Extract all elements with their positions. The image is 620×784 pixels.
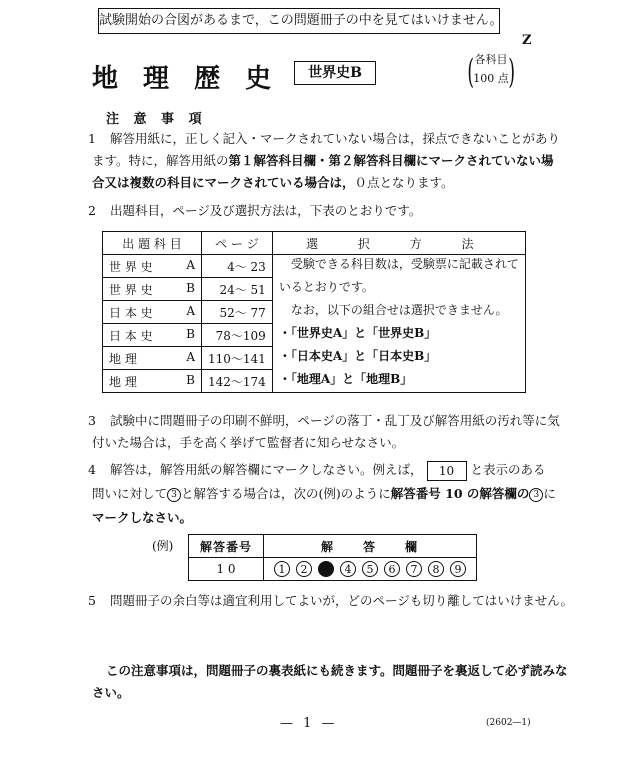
item-number: 2 [88, 203, 96, 218]
example-bubbles [264, 558, 477, 581]
example-number: 1 0 [189, 558, 264, 581]
item-line: 付いた場合は，手を高く挙げて監督者に知らせなさい。 [92, 435, 405, 450]
text-run: と解答する場合は，次の(例)のように [181, 486, 391, 501]
pages-cell: 78〜109 [202, 324, 273, 347]
item-line [88, 150, 560, 172]
item-number: 1 [88, 131, 96, 146]
answer-number-box: 10 [427, 461, 467, 481]
item-line: 問題冊子の余白等は適宜利用してよいが，どのページも切り離してはいけません。 [110, 593, 574, 608]
pages-cell: 24〜 51 [202, 278, 273, 301]
subject-label: 世界史B [294, 61, 376, 85]
exam-start-warning: 試験開始の合図があるまで，この問題冊子の中を見てはいけません。 [98, 8, 500, 34]
answer-bubble: 6 [384, 561, 400, 577]
points-note: ( 各科目 100 点 ) [467, 52, 515, 92]
subject-cell [103, 255, 202, 278]
header-subject: 出 題 科 目 [103, 232, 202, 255]
circled-number: 3 [529, 488, 543, 502]
bold-text-run: 合又は複数の科目にマークされている場合は， [92, 175, 355, 190]
table-row [103, 255, 526, 278]
page-title: 地 理 歴 史 [92, 64, 280, 94]
item-line: 出題科目，ページ及び選択方法は，下表のとおりです。 [110, 203, 422, 218]
method-cell: なお，以下の組合せは選択できません。 [272, 301, 525, 324]
item-line: 解答用紙に，正しく記入・マークされていない場合は，採点できないことがあり [110, 131, 561, 146]
item-line [88, 172, 560, 194]
example-header-number: 解答番号 [189, 535, 264, 558]
continued-notice [92, 660, 568, 704]
pages-cell: 52〜 77 [202, 301, 273, 324]
item-number: 5 [88, 593, 96, 608]
note-item-4 [88, 458, 556, 530]
answer-bubble: 3 [318, 561, 334, 577]
subject-name: 地 理 [109, 374, 137, 389]
notice-line: さい。 [92, 685, 130, 700]
note-item-3 [88, 410, 560, 454]
table-row [103, 301, 526, 324]
bubble-row [270, 561, 470, 577]
example-header-answer: 解 答 欄 [264, 535, 477, 558]
note-item-1 [88, 128, 560, 194]
item-line: マークしなさい。 [92, 510, 193, 525]
pages-cell: 142〜174 [202, 370, 273, 393]
text-run: と表示のある [470, 462, 546, 477]
table-header-row [103, 232, 526, 255]
method-cell: いるとおりです。 [272, 278, 525, 301]
subject-cell [103, 370, 202, 393]
subject-level: B [186, 280, 195, 295]
text-run: 解答は，解答用紙の解答欄にマークしなさい。例えば， [110, 462, 423, 477]
answer-bubble: 5 [362, 561, 378, 577]
pages-cell: 110〜141 [202, 347, 273, 370]
text-run: に [543, 486, 556, 501]
item-number: 3 [88, 413, 96, 428]
answer-bubble: 2 [296, 561, 312, 577]
example-header-row [189, 535, 477, 558]
points-line-1: 各科目 [474, 53, 508, 66]
subject-level: A [186, 349, 195, 364]
note-item-5 [88, 590, 573, 612]
example-answer-table [188, 534, 477, 581]
answer-bubble: 8 [428, 561, 444, 577]
pages-cell: 4〜 23 [202, 255, 273, 278]
table-row [103, 278, 526, 301]
subject-name: 地 理 [109, 351, 137, 366]
subject-cell [103, 347, 202, 370]
answer-bubble: 7 [406, 561, 422, 577]
item-line [88, 458, 556, 482]
notice-line: この注意事項は，問題冊子の裏表紙にも続きます。問題冊子を裏返して必ず読みな [106, 663, 568, 678]
answer-bubble: 9 [450, 561, 466, 577]
subject-cell [103, 301, 202, 324]
table-row [103, 347, 526, 370]
bold-text-run: 第１解答科目欄・第２解答科目欄にマークされていない場 [228, 153, 554, 168]
subject-name: 日 本 史 [109, 328, 153, 343]
table-row [103, 324, 526, 347]
booklet-code: (2602—1) [486, 718, 531, 728]
subject-level: A [186, 303, 195, 318]
subject-name: 世 界 史 [109, 259, 153, 274]
item-line: 試験中に問題冊子の印刷不鮮明，ページの落丁・乱丁及び解答用紙の汚れ等に気 [110, 413, 560, 428]
header-method: 選 択 方 法 [272, 232, 525, 255]
answer-bubble: 1 [274, 561, 290, 577]
subject-cell [103, 324, 202, 347]
method-cell: ・「日本史A」と「日本史B」 [272, 347, 525, 370]
text-run: ０点となります。 [354, 175, 454, 190]
page-number: — 1 — [280, 716, 338, 731]
bold-text-run: 解答番号 10 の解答欄の [390, 486, 530, 501]
method-cell: 受験できる科目数は，受験票に記載されて [272, 255, 525, 278]
subject-table [102, 231, 526, 393]
subject-level: A [186, 257, 195, 272]
points-line-2: 100 点 [473, 72, 509, 85]
text-run: ます。特に，解答用紙の [92, 153, 229, 168]
example-row [189, 558, 477, 581]
table-row [103, 370, 526, 393]
subject-cell [103, 278, 202, 301]
item-line [88, 482, 556, 506]
subject-name: 日 本 史 [109, 305, 153, 320]
version-letter: Z [522, 33, 532, 48]
notes-heading: 注 意 事 項 [106, 112, 207, 127]
subject-level: B [186, 326, 195, 341]
item-number: 4 [88, 462, 96, 477]
subject-level: B [186, 372, 195, 387]
circled-number: 3 [167, 488, 181, 502]
example-label: (例) [152, 539, 174, 553]
note-item-2 [88, 200, 421, 222]
text-run: 問いに対して [92, 486, 168, 501]
header-pages: ペ ー ジ [202, 232, 273, 255]
answer-bubble: 4 [340, 561, 356, 577]
method-cell: ・「世界史A」と「世界史B」 [272, 324, 525, 347]
subject-name: 世 界 史 [109, 282, 153, 297]
method-cell: ・「地理A」と「地理B」 [272, 370, 525, 393]
